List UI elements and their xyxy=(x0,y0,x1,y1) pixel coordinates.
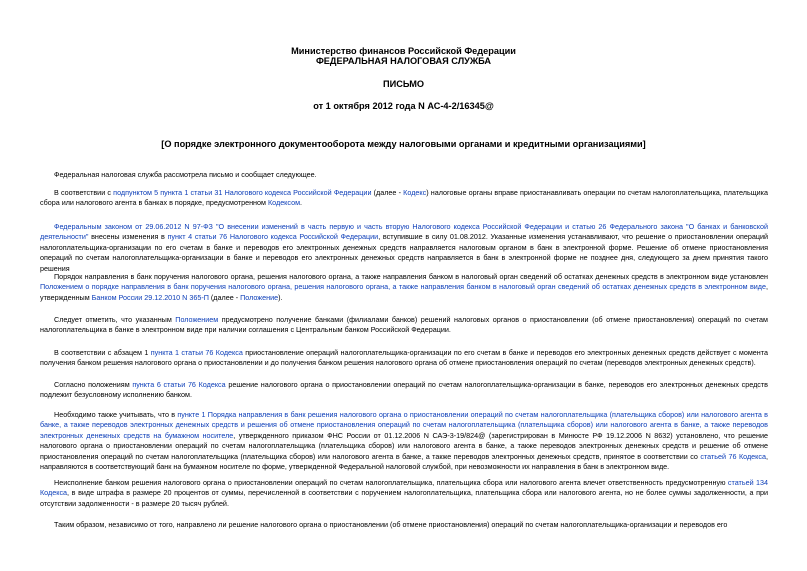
link-tax-code-article-31[interactable]: подпунктом 5 пункта 1 статьи 31 Налогового кодекса Российской Федерации xyxy=(113,188,372,197)
p8-text-3: , направляются в соответствующий банк на бумажном носителе по форме, утвержденной Федеральной налоговой службой, при невозможности их направления в банк в электронном виде. xyxy=(40,451,768,472)
p9-text-2: , в виде штрафа в размере 20 процентов от суммы, перечисленной в соответствии с поручением налогоплательщика, плательщика сбора или налогового агента, но не более суммы задолженности, а при отсутствии задолженности - в размере 20 тысяч рублей. xyxy=(40,488,768,508)
p8-text-2: , утвержденного приказом ФНС России от 01.12.2006 N САЭ-3-19/824@ (зарегистрирован в Минюсте РФ 19.12.2006 N 8632) установлено, что решение налогового органа о приостановлении операций по счетам налогоплательщика (плательщика сборов) или налогового агента в банке, а также переводов электронных денежных средств и решение об отмене приостановления операций по счетам налогоплательщика (плательщика сборов) или налогового агента в банке, а также переводов электронных денежных средств, принятое в соответствии со xyxy=(40,430,768,461)
paragraph-10: Таким образом, независимо от того, направлено ли решение налогового органа о приостановлении (об отмене приостановления) операций по счетам налогоплательщика-организации и переводов его xyxy=(54,520,728,529)
p2-text-3: ) налоговые органы вправе приостанавливать операции по счетам налогоплательщика, плательщика сбора или налогового агента в банках в порядке, предусмотренном xyxy=(40,188,768,208)
p4-text-1: Порядок направления в банк поручения налогового органа, решения налогового органа, а также направления банком в налоговый орган сведений об остатках денежных средств в электронном виде установлен xyxy=(54,272,768,281)
link-article-76-point-6[interactable]: пункта 6 статьи 76 Кодекса xyxy=(132,380,226,389)
paragraph-3 xyxy=(40,222,768,274)
paragraph-5 xyxy=(40,315,768,336)
link-code[interactable]: Кодекс xyxy=(403,188,427,197)
paragraph-4 xyxy=(40,272,768,303)
link-regulation-3[interactable]: Положением xyxy=(175,315,219,324)
paragraph-7 xyxy=(40,380,768,401)
p5-text-2: предусмотрено получение банками (филиалами банков) решений налоговых органов о приостановлении (об отмене приостановления) операций по счетам налогоплательщика в банке в электронном виде при наличии соглашения с Центральным банком Российской Федерации. xyxy=(40,315,768,335)
p9-text-1: Неисполнение банком решения налогового органа о приостановлении операций по счетам налогоплательщика, плательщика сбора или налогового агента влечет ответственность предусмотренную xyxy=(54,478,728,487)
p7-text-1: Согласно положениям xyxy=(54,380,133,389)
paragraph-6 xyxy=(40,348,768,369)
link-article-76-point-1[interactable]: пункта 1 статьи 76 Кодекса xyxy=(150,348,243,357)
link-regulation-2[interactable]: Положение xyxy=(240,292,279,302)
link-regulation[interactable]: Положением о порядке направления в банк поручения налогового органа, решения налогового органа, а также направления банком в налоговый орган сведений об остатках денежных средств в электронном виде xyxy=(40,282,766,292)
link-code-2[interactable]: Кодексом xyxy=(267,198,301,208)
link-bank-of-russia-365p[interactable]: Банком России 29.12.2010 N 365-П xyxy=(91,292,209,302)
link-article-76[interactable]: статьей 76 Кодекса xyxy=(700,451,766,461)
p4-text-2: , утвержденным xyxy=(40,282,768,302)
p4-text-4: ). xyxy=(278,292,283,302)
paragraph-8 xyxy=(40,410,768,472)
p5-text-1: Следует отметить, что указанным xyxy=(54,315,176,324)
ministry-name: Министерство финансов Российской Федерации xyxy=(291,46,516,56)
p6-text-2: приостановление операций налогоплательщика-организации по его счетам в банке и переводов его электронных денежных средств действует с момента получения банком решения налогового органа о приостановлении и до получения банком решения налогового органа об отмене приостановления операций по счетам (переводов электронных денежных средств). xyxy=(40,348,768,368)
p7-text-2: решение налогового органа о приостановлении операций по счетам налогоплательщика-организации в банке, переводов его электронных денежных средств подлежит безусловному исполнению банком. xyxy=(40,380,768,400)
p2-text-1: В соответствии с xyxy=(54,188,114,197)
paragraph-1: Федеральная налоговая служба рассмотрела письмо и сообщает следующее. xyxy=(54,170,317,179)
document-type: ПИСЬМО xyxy=(382,79,425,89)
p8-text-1: Необходимо также учитывать, что в xyxy=(54,410,178,419)
link-article-76-point-4[interactable]: пункт 4 статьи 76 Налогового кодекса Российской Федерации xyxy=(167,232,379,242)
link-article-134[interactable]: статьей 134 Кодекса xyxy=(40,478,768,498)
link-federal-law-97fz[interactable]: Федеральным законом от 29.06.2012 N 97-ФЗ "О внесении изменений в часть первую и часть вторую Налогового кодекса Российской Федерации и статью 26 Федерального закона "О банках и банковской деятельности" xyxy=(40,222,768,242)
p2-text-2: (далее - xyxy=(371,188,404,197)
p3-text-2: , вступившие в силу 01.08.2012. Указанные изменения устанавливают, что решение о приостановлении операций налогоплательщика-организации по его счетам в банке и переводов его электронных денежных средств направляется налоговым органом в банк в электронной форме. Решение об отмене приостановления операций по счетам налогоплательщика-организации в банке и переводов его электронных денежных средств направляется в банк в электронной форме не позднее дня, следующего за днем принятия такого решения xyxy=(40,232,768,273)
paragraph-2 xyxy=(40,188,768,209)
p6-text-1: В соответствии с абзацем 1 xyxy=(54,348,151,357)
p4-text-3: (далее - xyxy=(208,292,241,302)
paragraph-9 xyxy=(40,478,768,509)
service-name: ФЕДЕРАЛЬНАЯ НАЛОГОВАЯ СЛУЖБА xyxy=(315,56,492,66)
p2-text-4: . xyxy=(300,198,303,208)
p3-text-1: внесены изменения в xyxy=(88,232,168,242)
document-date-number: от 1 октября 2012 года N АС-4-2/16345@ xyxy=(313,101,494,111)
link-procedure-point-1[interactable]: пункте 1 Порядка направления в банк решения налогового органа о приостановлении операций по счетам налогоплательщика (плательщика сборов) или налогового агента в банке, а также переводов электронных денежных средств и решения об отмене приостановления операций по счетам налогоплательщика (плательщика сборов) или налогового агента в банке, а также переводов электронных денежных средств на бумажном носителе xyxy=(40,410,768,440)
document-subject: [О порядке электронного документооборота между налоговыми органами и кредитными организациями] xyxy=(161,139,646,149)
